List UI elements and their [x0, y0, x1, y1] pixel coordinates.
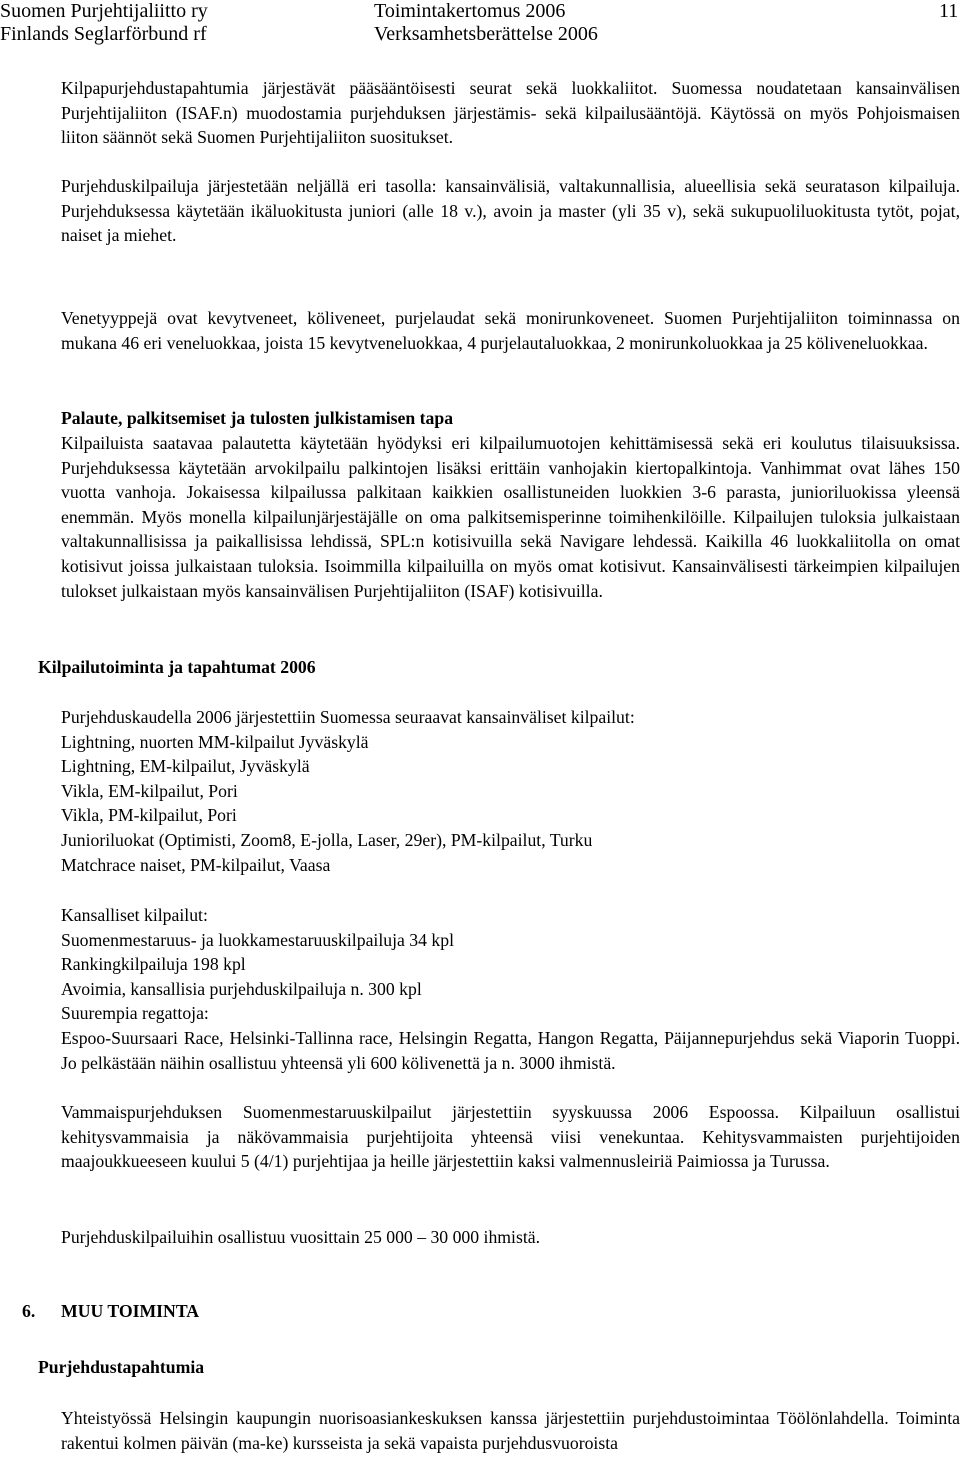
- header-report-sv: Verksamhetsberättelse 2006: [374, 23, 598, 45]
- list-item: Purjehduskaudella 2006 järjestettiin Suomessa seuraavat kansainväliset kilpailut:: [61, 707, 635, 727]
- list-item: Vikla, PM-kilpailut, Pori: [61, 805, 237, 826]
- header-organization: [0, 0, 208, 46]
- paragraph-feedback: Kilpailuista saatavaa palautetta käytetään hyödyksi eri kilpailumuotojen kehittämisessä sekä eri koulutus tilaisuuksissa. Purjehduksessa käytetään arvokilpailu palkintojen lisäksi erittäin vanhojakin kiertopalkintoja. Vanhimmat ovat lähes 150 vuotta vanhoja. Jokaisessa kilpailussa palkitaan kaikkien osallistuneiden luokkien 3-6 parasta, junioriluokissa yleensä enemmän. Myös monella kilpailunjärjestäjälle on oma palkitsemisperinne toimihenkilöille. Kilpailujen tuloksia julkaistaan valtakunnallisissa ja paikallisissa lehdissä, SPL:n kotisivuilla sekä Navigare lehdessä. Kaikilla 46 luokkaliitolla on omat kotisivut joissa julkaistaan tuloksia. Isoimmilla kilpailuilla on myös omat kotisivut. Kansainvälisesti tärkeimpien kilpailujen tulokset julkaistaan myös kansainvälisen Purjehtijaliiton (ISAF) kotisivuilla.: [61, 433, 960, 601]
- international-competitions-list: [61, 705, 960, 877]
- list-item: Junioriluokat (Optimisti, Zoom8, E-jolla, Laser, 29er), PM-kilpailut, Turku: [61, 829, 593, 850]
- subsection-heading-events: Purjehdustapahtumia: [38, 1357, 205, 1377]
- paragraph-intro: Kilpapurjehdustapahtumia järjestävät pääsääntöisesti seurat sekä luokkaliitot. Suomessa noudatetaan kansainvälisen Purjehtijaliiton (ISAF.n) muodostamia purjehduksen järjestämis- sekä kilpailusääntöjä. Käytössä on myös Pohjoismaisen liiton säännöt sekä Suomen Purjehtijaliiton suositukset.: [61, 78, 960, 148]
- list-item: Matchrace naiset, PM-kilpailut, Vaasa: [61, 854, 331, 875]
- list-item: Rankingkilpailuja 198 kpl: [61, 954, 246, 975]
- list-item: Kansalliset kilpailut:: [61, 905, 208, 925]
- paragraph-participants: Purjehduskilpailuihin osallistuu vuosittain 25 000 – 30 000 ihmistä.: [61, 1227, 541, 1247]
- list-item: Lightning, nuorten MM-kilpailut Jyväskylä: [61, 731, 369, 752]
- list-item: Suurempia regattoja:: [61, 1003, 209, 1024]
- list-item: Vikla, EM-kilpailut, Pori: [61, 780, 238, 801]
- paragraph-regattas: Espoo-Suursaari Race, Helsinki-Tallinna race, Helsingin Regatta, Hangon Regatta, Päijannepurjehdus sekä Viaporin Tuoppi. Jo pelkästään näihin osallistuu yhteensä yli 600 kölivenettä ja n. 3000 ihmistä.: [61, 1028, 960, 1073]
- paragraph-competition-levels: Purjehduskilpailuja järjestetään neljällä eri tasolla: kansainvälisiä, valtakunnallisia, alueellisia sekä seuratason kilpailuja. Purjehduksessa käytetään ikäluokitusta juniori (alle 18 v.), avoin ja master (yli 35 v), sekä sukupuoliluokitusta tytöt, pojat, naiset ja miehet.: [61, 176, 960, 246]
- chapter-number: 6.: [22, 1301, 36, 1321]
- paragraph-disabled-sailing: Vammaispurjehduksen Suomenmestaruuskilpailut järjestettiin syyskuussa 2006 Espoossa. Kilpailuun osallistui kehitysvammaisia ja näkövammaisia purjehtijoita yhteensä viisi venekuntaa. Kehitysvammaisten purjehtijoiden maajoukkueeseen kuului 5 (4/1) purjehtijaa ja heille järjestettiin kaksi valmennusleiriä Paimiossa ja Turussa.: [61, 1102, 960, 1172]
- list-item: Lightning, EM-kilpailut, Jyväskylä: [61, 756, 310, 777]
- list-item: Suomenmestaruus- ja luokkamestaruuskilpailuja 34 kpl: [61, 929, 454, 950]
- section-heading-competitions-2006: Kilpailutoiminta ja tapahtumat 2006: [38, 657, 316, 677]
- paragraph-boat-types: Venetyyppejä ovat kevytveneet, köliveneet, purjelaudat sekä monirunkoveneet. Suomen Purjehtijaliiton toiminnassa on mukana 46 eri veneluokkaa, joista 15 kevytveneluokkaa, 4 purjelautaluokkaa, 2 monirunkoluokkaa ja 25 köliveneluokkaa.: [61, 308, 960, 353]
- header-org-sv: Finlands Seglarförbund rf: [0, 23, 207, 45]
- header-report: [374, 0, 598, 46]
- list-item: Avoimia, kansallisia purjehduskilpailuja n. 300 kpl: [61, 978, 422, 999]
- national-competitions-list: [61, 903, 960, 1026]
- header-org-fi: Suomen Purjehtijaliitto ry: [0, 0, 208, 22]
- header-report-fi: Toimintakertomus 2006: [374, 0, 566, 22]
- feedback-heading: Palaute, palkitsemiset ja tulosten julkistamisen tapa: [61, 408, 454, 428]
- paragraph-events: Yhteistyössä Helsingin kaupungin nuorisoasiankeskuksen kanssa järjestettiin purjehdustoimintaa Töölönlahdella. Toiminta rakentui kolmen päivän (ma-ke) kursseista ja sekä vapaista purjehdusvuoroista: [61, 1408, 960, 1453]
- chapter-title: MUU TOIMINTA: [61, 1301, 200, 1321]
- page-number: 11: [939, 0, 959, 22]
